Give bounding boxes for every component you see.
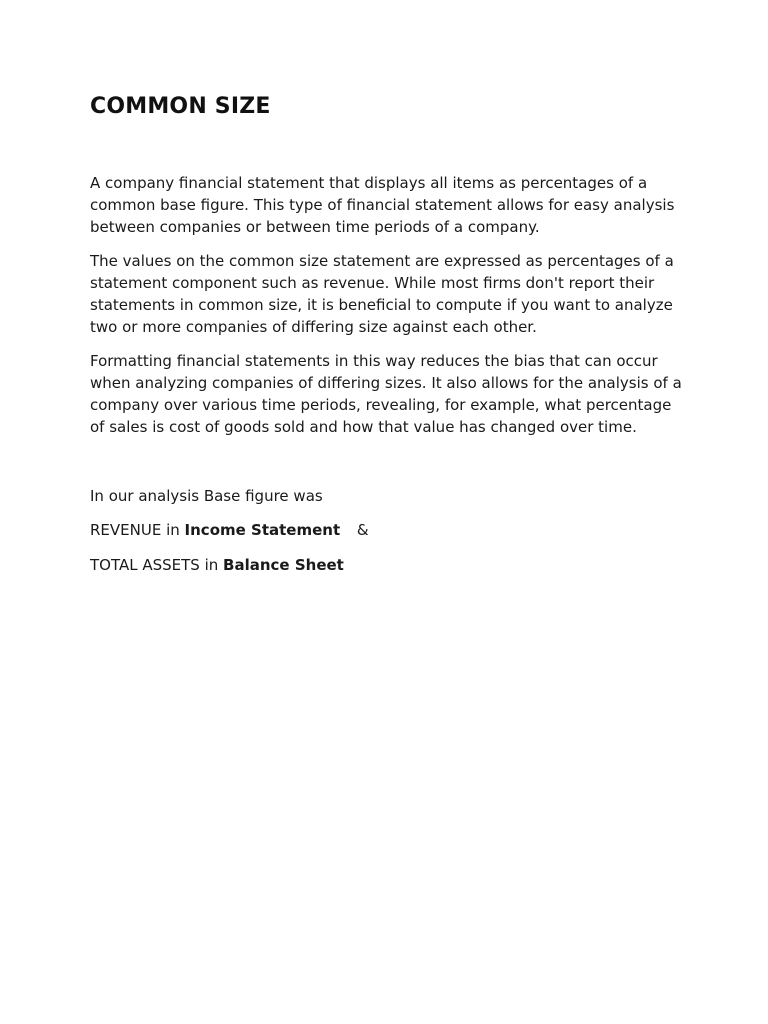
analysis-assets-line bbox=[90, 554, 690, 576]
analysis-revenue-line bbox=[90, 519, 690, 541]
page-title: COMMON SIZE bbox=[90, 94, 271, 119]
balance-sheet-label: Balance Sheet bbox=[223, 556, 344, 574]
paragraph-values: The values on the common size statement are expressed as percentages of a statement component such as revenue. While most firms don't report their statements in common size, it is beneficial to compute if you want to analyze two or more companies of differing size against each other. bbox=[90, 252, 674, 336]
total-assets-label: TOTAL ASSETS in bbox=[90, 556, 219, 574]
analysis-intro: In our analysis Base figure was bbox=[90, 487, 323, 505]
document-page bbox=[90, 92, 690, 576]
income-statement-label: Income Statement bbox=[184, 521, 341, 539]
revenue-label: REVENUE in bbox=[90, 521, 180, 539]
paragraph-formatting: Formatting financial statements in this way reduces the bias that can occur when analyzing companies of differing sizes. It also allows for the analysis of a company over various time periods, revealing, for example, what percentage of sales is cost of goods sold and how that value has changed over time. bbox=[90, 352, 682, 436]
ampersand: & bbox=[356, 521, 369, 539]
paragraph-definition: A company financial statement that displays all items as percentages of a common base figure. This type of financial statement allows for easy analysis between companies or between time periods of a company. bbox=[90, 174, 675, 236]
